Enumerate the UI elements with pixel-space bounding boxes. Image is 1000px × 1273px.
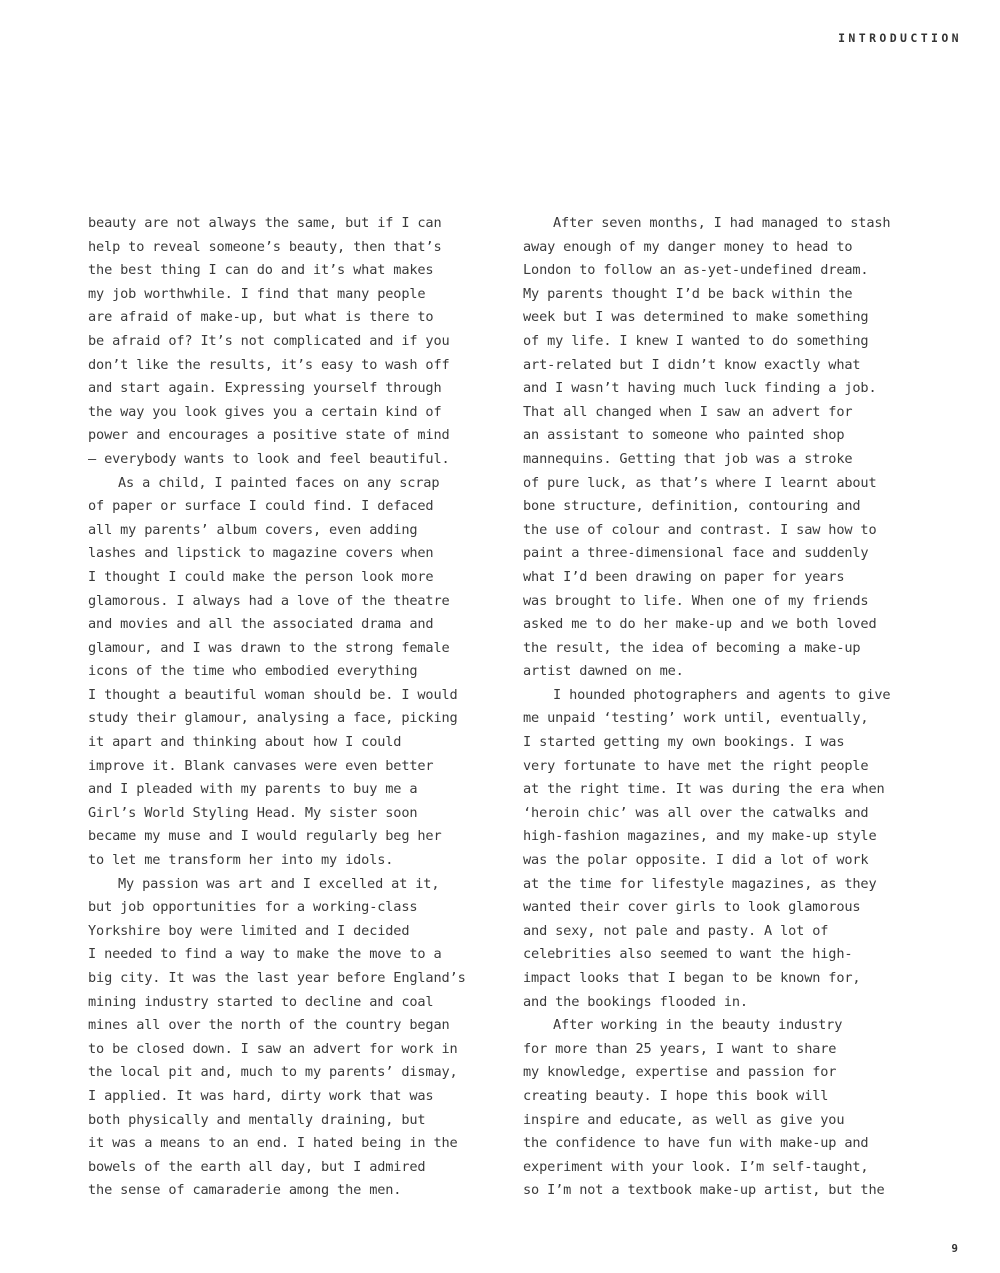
text-line: the confidence to have fun with make-up and xyxy=(523,1135,869,1152)
text-line: for more than 25 years, I want to share xyxy=(523,1040,837,1057)
text-line: be afraid of? It’s not complicated and if you xyxy=(88,332,450,349)
text-line: asked me to do her make-up and we both loved xyxy=(523,616,877,633)
text-line: and the bookings flooded in. xyxy=(523,993,748,1010)
text-line: icons of the time who embodied everything xyxy=(88,663,418,680)
text-line: my knowledge, expertise and passion for xyxy=(523,1064,837,1081)
text-line: the local pit and, much to my parents’ dismay, xyxy=(88,1064,458,1081)
text-line: experiment with your look. I’m self-taught, xyxy=(523,1158,869,1175)
text-line: After working in the beauty industry xyxy=(553,1017,843,1034)
text-line: study their glamour, analysing a face, picking xyxy=(88,710,458,727)
text-line: the best thing I can do and it’s what makes xyxy=(88,262,434,279)
text-line: glamorous. I always had a love of the theatre xyxy=(88,592,450,609)
text-line: artist dawned on me. xyxy=(523,663,684,680)
text-line: bowels of the earth all day, but I admired xyxy=(88,1158,426,1175)
paragraph xyxy=(88,212,488,472)
text-line: the use of colour and contrast. I saw how to xyxy=(523,521,877,538)
text-line: help to reveal someone’s beauty, then that’s xyxy=(88,238,442,255)
text-line: at the time for lifestyle magazines, as they xyxy=(523,875,877,892)
text-line: became my muse and I would regularly beg her xyxy=(88,828,442,845)
text-line: all my parents’ album covers, even adding xyxy=(88,521,418,538)
text-line: what I’d been drawing on paper for years xyxy=(523,568,845,585)
text-line: it was a means to an end. I hated being in the xyxy=(88,1135,458,1152)
text-line: beauty are not always the same, but if I can xyxy=(88,215,442,231)
text-line: and sexy, not pale and pasty. A lot of xyxy=(523,922,829,939)
page-number: 9 xyxy=(951,1242,958,1255)
text-line: As a child, I painted faces on any scrap xyxy=(118,474,440,491)
text-line: to let me transform her into my idols. xyxy=(88,852,394,869)
text-line: big city. It was the last year before England’s xyxy=(88,970,466,986)
text-line: week but I was determined to make something xyxy=(523,309,869,326)
text-line: art-related but I didn’t know exactly what xyxy=(523,356,861,373)
text-line: mannequins. Getting that job was a stroke xyxy=(523,450,853,467)
text-line: of paper or surface I could find. I defaced xyxy=(88,498,434,515)
text-line: I thought I could make the person look more xyxy=(88,568,434,585)
text-line: I thought a beautiful woman should be. I would xyxy=(88,686,458,703)
text-line: After seven months, I had managed to stash xyxy=(553,215,891,231)
paragraph xyxy=(88,873,488,1203)
text-line: and I wasn’t having much luck finding a job. xyxy=(523,380,877,397)
text-line: My parents thought I’d be back within the xyxy=(523,285,853,302)
text-line: ‘heroin chic’ was all over the catwalks and xyxy=(523,804,869,821)
text-line: me unpaid ‘testing’ work until, eventually, xyxy=(523,710,869,727)
paragraph xyxy=(523,684,918,1014)
text-line: celebrities also seemed to want the high- xyxy=(523,946,853,963)
text-line: but job opportunities for a working-class xyxy=(88,899,418,916)
text-line: don’t like the results, it’s easy to wash off xyxy=(88,356,450,373)
text-line: of my life. I knew I wanted to do something xyxy=(523,332,869,349)
text-line: the result, the idea of becoming a make-up xyxy=(523,639,861,656)
text-line: my job worthwhile. I find that many people xyxy=(88,285,426,302)
text-line: power and encourages a positive state of mind xyxy=(88,427,450,444)
text-line: I started getting my own bookings. I was xyxy=(523,734,845,751)
text-line: the way you look gives you a certain kind of xyxy=(88,403,442,420)
text-line: mines all over the north of the country began xyxy=(88,1017,450,1034)
text-line: London to follow an as-yet-undefined dream. xyxy=(523,262,869,279)
text-line: at the right time. It was during the era when xyxy=(523,781,885,798)
text-line: improve it. Blank canvases were even better xyxy=(88,757,434,774)
text-line: so I’m not a textbook make-up artist, but the xyxy=(523,1182,885,1199)
text-line: wanted their cover girls to look glamorous xyxy=(523,899,861,916)
text-line: I hounded photographers and agents to give xyxy=(553,686,891,703)
text-line: creating beauty. I hope this book will xyxy=(523,1087,829,1104)
text-line: it apart and thinking about how I could xyxy=(88,734,402,751)
text-line: mining industry started to decline and coal xyxy=(88,993,434,1010)
text-line: very fortunate to have met the right people xyxy=(523,757,869,774)
paragraph xyxy=(88,472,488,873)
running-head: INTRODUCTION xyxy=(838,31,962,45)
text-line: My passion was art and I excelled at it, xyxy=(118,875,440,892)
text-line: bone structure, definition, contouring and xyxy=(523,498,861,515)
text-line: That all changed when I saw an advert for xyxy=(523,403,853,420)
text-line: paint a three-dimensional face and suddenly xyxy=(523,545,869,562)
right-column xyxy=(523,212,918,1203)
text-line: of pure luck, as that’s where I learnt about xyxy=(523,474,877,491)
text-line: I applied. It was hard, dirty work that was xyxy=(88,1087,434,1104)
text-line: Girl’s World Styling Head. My sister soon xyxy=(88,804,418,821)
text-line: was the polar opposite. I did a lot of work xyxy=(523,852,869,869)
text-line: I needed to find a way to make the move to a xyxy=(88,946,442,963)
text-line: glamour, and I was drawn to the strong female xyxy=(88,639,450,656)
text-line: an assistant to someone who painted shop xyxy=(523,427,845,444)
text-line: are afraid of make-up, but what is there to xyxy=(88,309,434,326)
left-column xyxy=(88,212,488,1203)
text-line: was brought to life. When one of my friends xyxy=(523,592,869,609)
text-line: – everybody wants to look and feel beautiful. xyxy=(88,450,450,467)
paragraph xyxy=(523,212,918,684)
text-line: inspire and educate, as well as give you xyxy=(523,1111,845,1128)
paragraph xyxy=(523,1014,918,1203)
text-line: the sense of camaraderie among the men. xyxy=(88,1182,402,1199)
text-line: high-fashion magazines, and my make-up style xyxy=(523,828,877,845)
text-line: and movies and all the associated drama and xyxy=(88,616,434,633)
text-line: to be closed down. I saw an advert for work in xyxy=(88,1040,458,1057)
text-line: Yorkshire boy were limited and I decided xyxy=(88,922,410,939)
text-line: and I pleaded with my parents to buy me a xyxy=(88,781,418,798)
text-line: and start again. Expressing yourself through xyxy=(88,380,442,397)
text-line: lashes and lipstick to magazine covers when xyxy=(88,545,434,562)
text-line: both physically and mentally draining, but xyxy=(88,1111,426,1128)
text-line: impact looks that I began to be known for, xyxy=(523,970,861,986)
text-line: away enough of my danger money to head to xyxy=(523,238,853,255)
